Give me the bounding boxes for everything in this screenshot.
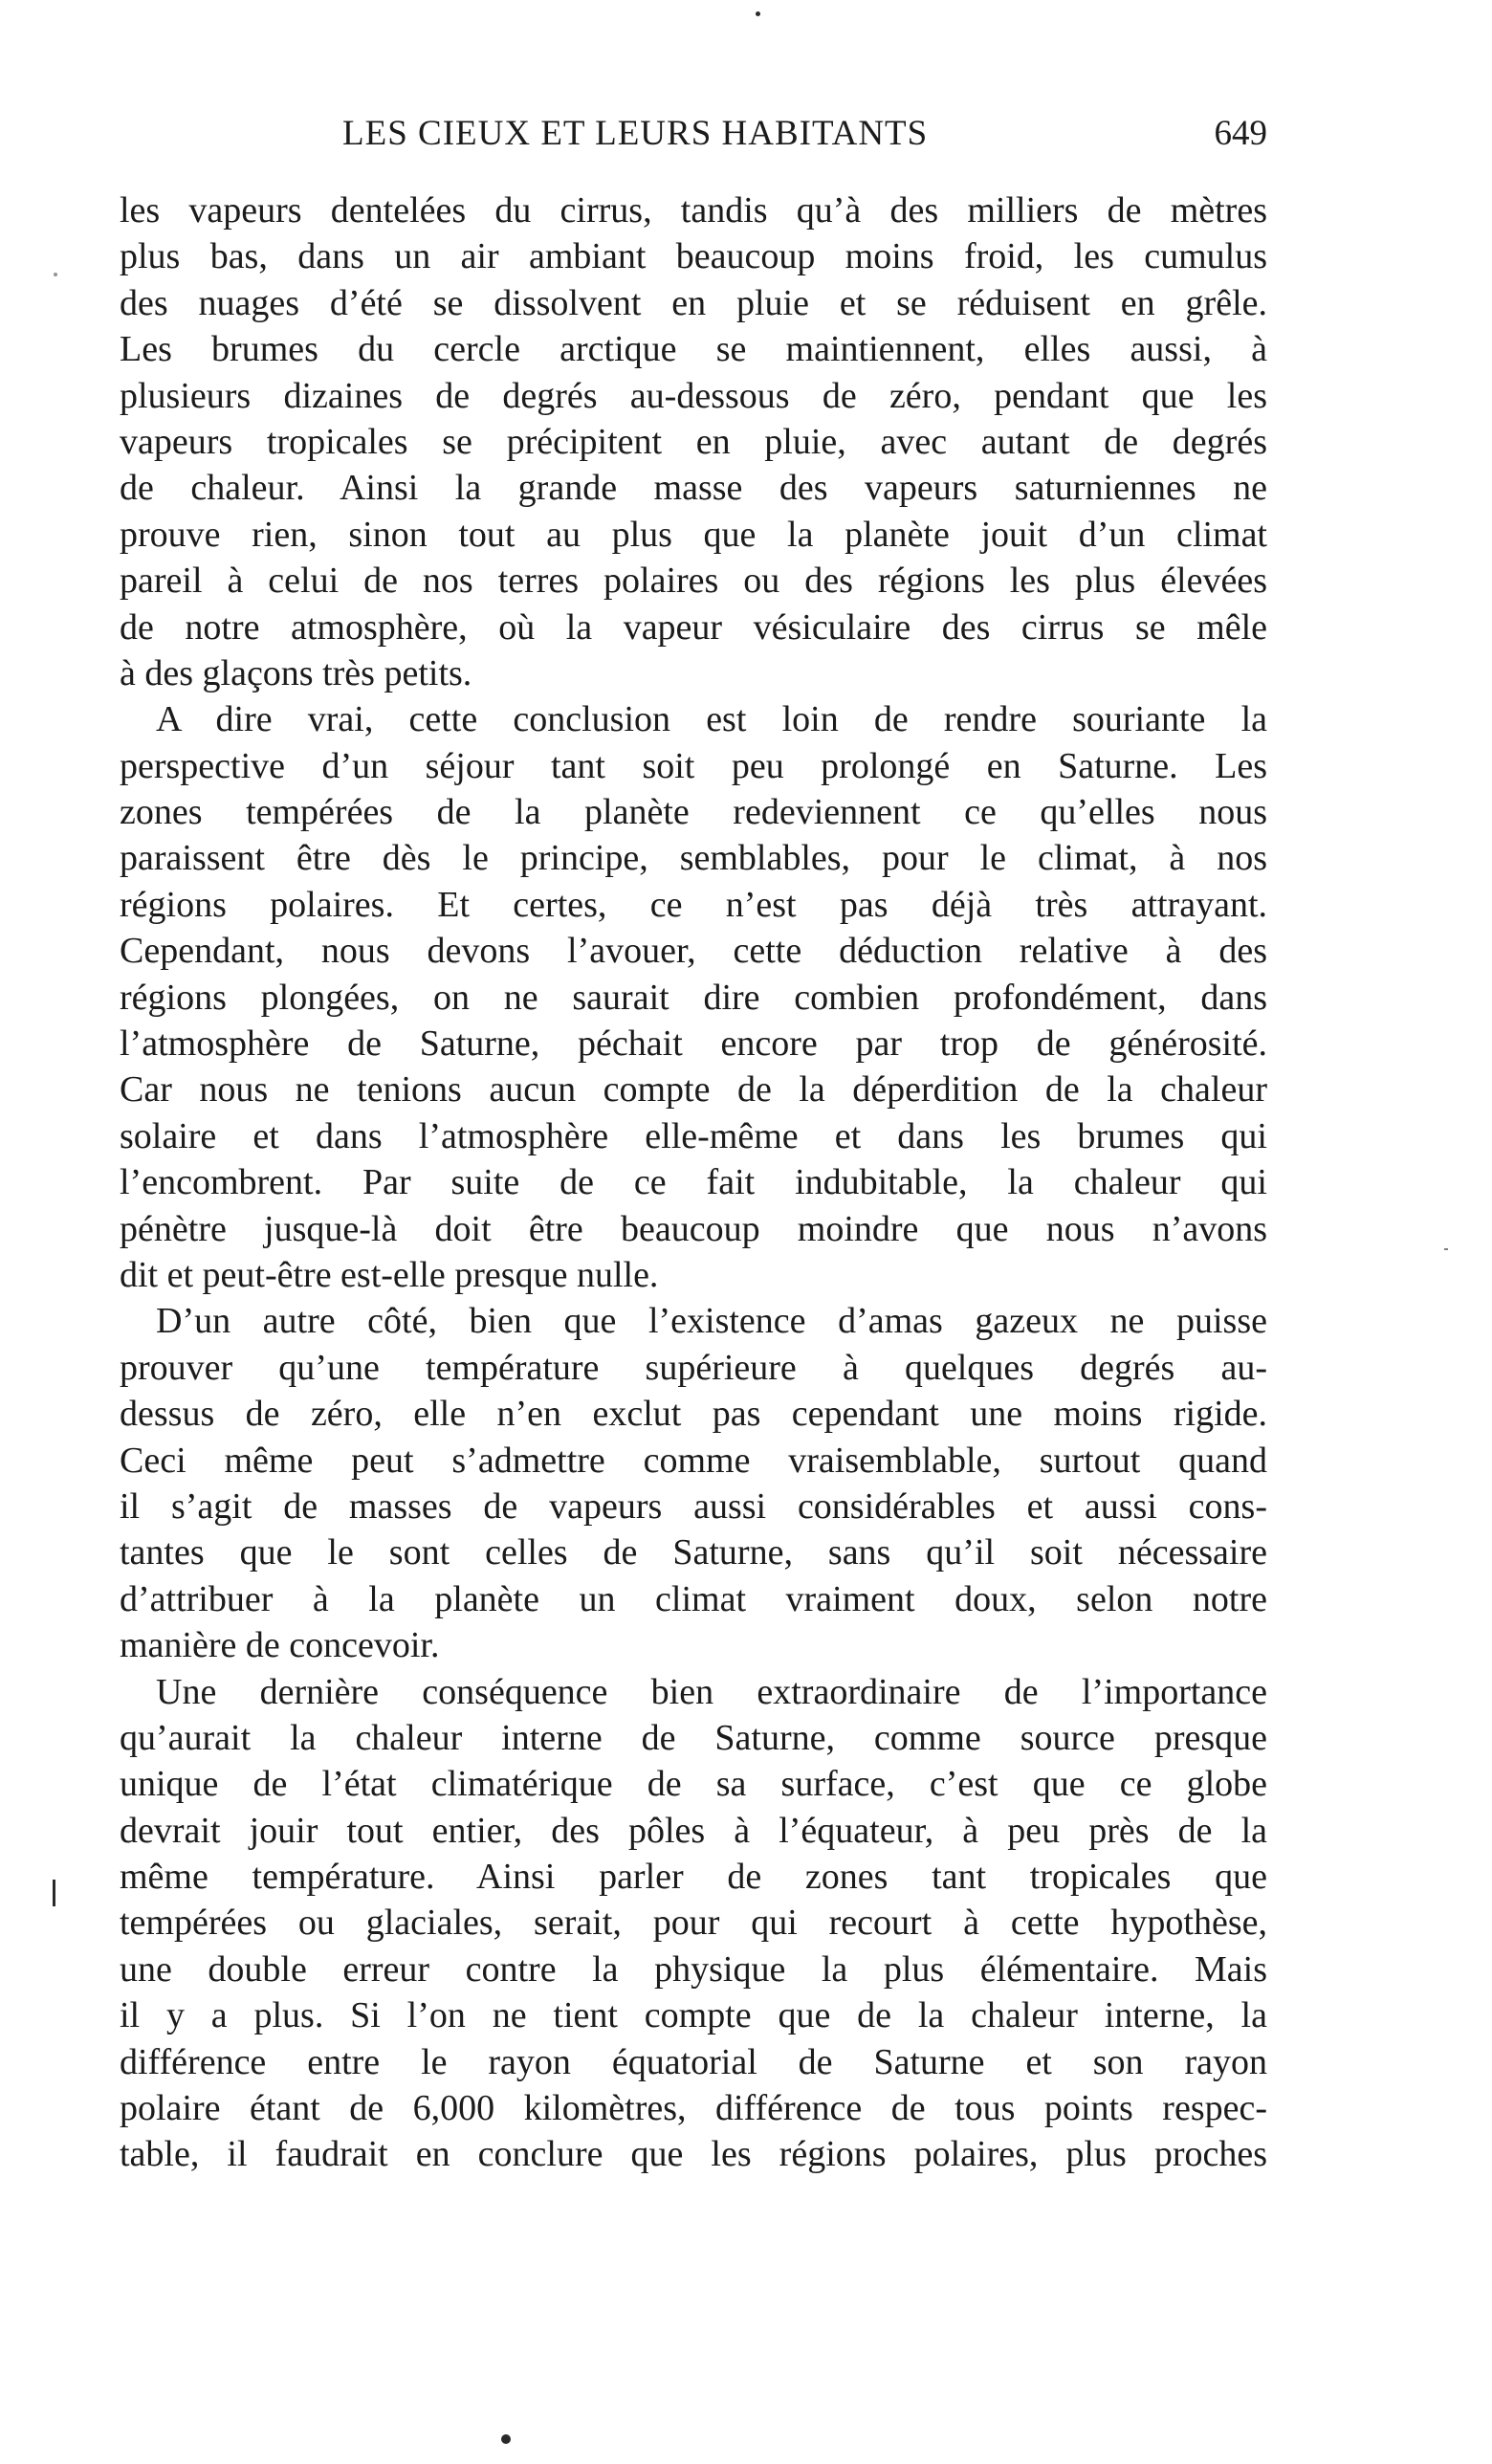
text-line: régions plongées, on ne saurait dire combien profondément, dans <box>120 977 1267 1018</box>
text-line: unique de l’état climatérique de sa surface, c’est que ce globe <box>120 1764 1267 1805</box>
text-line: vapeurs tropicales se précipitent en pluie, avec autant de degrés <box>120 421 1267 462</box>
text-line: à des glaçons très petits. <box>120 652 472 693</box>
text-line: régions polaires. Et certes, ce n’est pas déjà très attrayant. <box>120 884 1267 925</box>
text-line: de chaleur. Ainsi la grande masse des vapeurs saturniennes ne <box>120 468 1267 509</box>
text-line: différence entre le rayon équatorial de Saturne et son rayon <box>120 2041 1267 2082</box>
body-text <box>120 187 1267 2178</box>
text-line: Ceci même peut s’admettre comme vraisemblable, surtout quand <box>120 1440 1267 1481</box>
paragraph <box>120 696 1267 1298</box>
text-line: D’un autre côté, bien que l’existence d’amas gazeux ne puisse <box>156 1301 1267 1342</box>
text-line: même température. Ainsi parler de zones tant tropicales que <box>120 1857 1267 1898</box>
text-line: il y a plus. Si l’on ne tient compte que de la chaleur interne, la <box>120 1995 1267 2036</box>
text-line: qu’aurait la chaleur interne de Saturne, comme source presque <box>120 1717 1267 1758</box>
text-line: les vapeurs dentelées du cirrus, tandis qu’à des milliers de mètres <box>120 190 1267 231</box>
text-line: prouver qu’une température supérieure à quelques degrés au- <box>120 1347 1267 1388</box>
ink-speck <box>54 273 57 276</box>
text-line: Car nous ne tenions aucun compte de la déperdition de la chaleur <box>120 1069 1267 1111</box>
text-line: il s’agit de masses de vapeurs aussi considérables et aussi cons- <box>120 1485 1267 1527</box>
text-line: solaire et dans l’atmosphère elle-même et dans les brumes qui <box>120 1115 1267 1156</box>
text-line: zones tempérées de la planète redeviennent ce qu’elles nous <box>120 792 1267 833</box>
margin-mark <box>53 1880 55 1906</box>
text-line: l’encombrent. Par suite de ce fait indubitable, la chaleur qui <box>120 1162 1267 1203</box>
text-line: table, il faudrait en conclure que les régions polaires, plus proches <box>120 2134 1267 2175</box>
text-line: dessus de zéro, elle n’en exclut pas cependant une moins rigide. <box>120 1394 1267 1435</box>
running-header <box>120 113 1267 161</box>
text-line: des nuages d’été se dissolvent en pluie et se réduisent en grêle. <box>120 282 1267 323</box>
text-line: manière de concevoir. <box>120 1625 440 1666</box>
text-line: une double erreur contre la physique la plus élémentaire. Mais <box>120 1948 1267 1990</box>
text-line: plusieurs dizaines de degrés au-dessous de zéro, pendant que les <box>120 375 1267 416</box>
ink-speck <box>1444 1248 1448 1250</box>
text-line: perspective d’un séjour tant soit peu prolongé en Saturne. Les <box>120 745 1267 786</box>
text-line: pénètre jusque-là doit être beaucoup moindre que nous n’avons <box>120 1208 1267 1249</box>
text-line: tempérées ou glaciales, serait, pour qui recourt à cette hypothèse, <box>120 1903 1267 1944</box>
text-line: Une dernière conséquence bien extraordinaire de l’importance <box>156 1671 1267 1712</box>
text-line: pareil à celui de nos terres polaires ou des régions les plus élevées <box>120 561 1267 602</box>
page-number: 649 <box>1214 114 1267 153</box>
paragraph <box>120 187 1267 696</box>
text-line: prouve rien, sinon tout au plus que la planète jouit d’un climat <box>120 514 1267 555</box>
text-line: l’atmosphère de Saturne, péchait encore par trop de générosité. <box>120 1023 1267 1065</box>
text-line: Les brumes du cercle arctique se maintiennent, elles aussi, à <box>120 329 1267 370</box>
text-line: de notre atmosphère, où la vapeur vésiculaire des cirrus se mêle <box>120 606 1267 648</box>
text-line: polaire étant de 6,000 kilomètres, différence de tous points respec- <box>120 2088 1267 2129</box>
text-line: Cependant, nous devons l’avouer, cette déduction relative à des <box>120 931 1267 972</box>
text-line: plus bas, dans un air ambiant beaucoup moins froid, les cumulus <box>120 236 1267 277</box>
text-line: devrait jouir tout entier, des pôles à l’équateur, à peu près de la <box>120 1810 1267 1851</box>
paragraph <box>120 1669 1267 2178</box>
text-line: tantes que le sont celles de Saturne, sans qu’il soit nécessaire <box>120 1532 1267 1573</box>
text-line: d’attribuer à la planète un climat vraiment doux, selon notre <box>120 1578 1267 1619</box>
text-line: paraissent être dès le principe, semblables, pour le climat, à nos <box>120 838 1267 879</box>
text-line: dit et peut-être est-elle presque nulle. <box>120 1254 659 1295</box>
paragraph <box>120 1298 1267 1668</box>
ink-speck <box>756 11 760 16</box>
running-title: LES CIEUX ET LEURS HABITANTS <box>342 114 929 153</box>
text-line: A dire vrai, cette conclusion est loin de rendre souriante la <box>156 699 1267 740</box>
ink-speck <box>501 2434 511 2444</box>
